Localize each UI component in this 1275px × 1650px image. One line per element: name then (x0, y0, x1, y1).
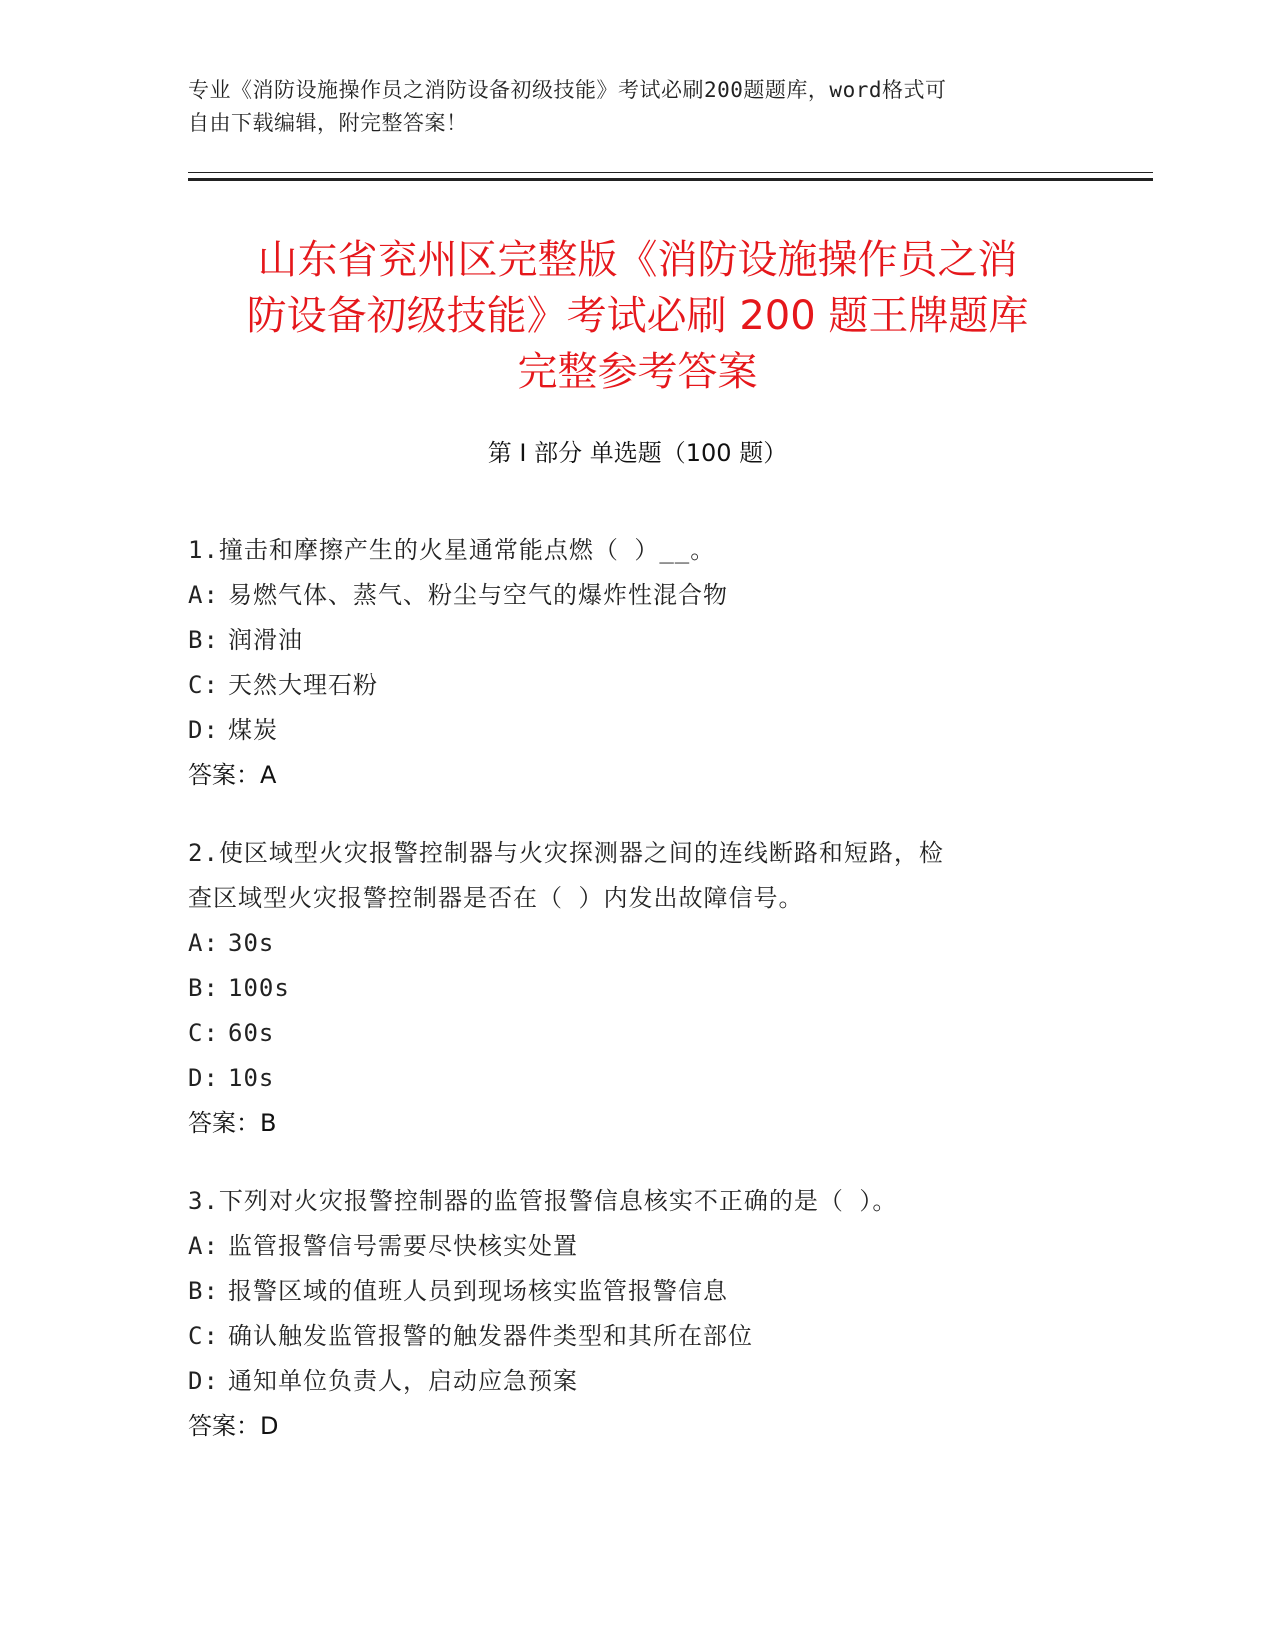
option-key: B: (188, 626, 219, 654)
option-key: A: (188, 581, 219, 609)
option-d (188, 1359, 1068, 1404)
option-c (188, 1314, 1068, 1359)
question-list (188, 528, 1068, 1482)
option-text: 确认触发监管报警的触发器件类型和其所在部位 (228, 1322, 753, 1350)
header-note-line-1: 专业《消防设施操作员之消防设备初级技能》考试必刷200题题库，word格式可 (188, 78, 947, 102)
option-key: B: (188, 974, 219, 1002)
option-b (188, 618, 1068, 663)
option-text: 报警区域的值班人员到现场核实监管报警信息 (228, 1277, 728, 1305)
option-d (188, 1056, 1068, 1101)
option-key: D: (188, 716, 219, 744)
document-title-line-3: 完整参考答案 (517, 349, 758, 395)
option-b (188, 1269, 1068, 1314)
document-title-line-2: 防设备初级技能》考试必刷 200 题王牌题库 (246, 293, 1029, 339)
option-text: 监管报警信号需要尽快核实处置 (228, 1232, 578, 1260)
question-3 (188, 1179, 1068, 1449)
option-key: C: (188, 1322, 219, 1350)
option-key: C: (188, 1019, 219, 1047)
option-d (188, 708, 1068, 753)
option-key: D: (188, 1064, 219, 1092)
answer: 答案：D (188, 1412, 279, 1440)
option-key: C: (188, 671, 219, 699)
header-note-line-2: 自由下载编辑，附完整答案！ (188, 111, 468, 135)
option-key: A: (188, 1232, 219, 1260)
question-stem: 3.下列对火灾报警控制器的监管报警信息核实不正确的是（ ）。 (188, 1187, 898, 1215)
option-c (188, 663, 1068, 708)
document-title-line-1: 山东省兖州区完整版《消防设施操作员之消 (257, 237, 1018, 283)
option-c (188, 1011, 1068, 1056)
question-2 (188, 831, 1068, 1146)
option-text: 30s (228, 929, 275, 957)
header-rule-thin (188, 172, 1153, 173)
question-1 (188, 528, 1068, 798)
option-text: 易燃气体、蒸气、粉尘与空气的爆炸性混合物 (228, 581, 728, 609)
option-b (188, 966, 1068, 1011)
question-stem-continued: 查区域型火灾报警控制器是否在（ ）内发出故障信号。 (188, 884, 804, 912)
question-stem: 2.使区域型火灾报警控制器与火灾探测器之间的连线断路和短路，检 (188, 839, 944, 867)
option-text: 煤炭 (228, 716, 278, 744)
option-key: B: (188, 1277, 219, 1305)
option-text: 天然大理石粉 (228, 671, 378, 699)
document-title (150, 232, 1125, 400)
option-text: 润滑油 (228, 626, 303, 654)
option-text: 10s (228, 1064, 275, 1092)
answer: 答案：B (188, 1109, 277, 1137)
option-a (188, 1224, 1068, 1269)
header-note (188, 74, 1068, 140)
option-key: A: (188, 929, 219, 957)
header-rule-thick (188, 178, 1153, 181)
option-text: 通知单位负责人，启动应急预案 (228, 1367, 578, 1395)
option-text: 100s (228, 974, 290, 1002)
option-a (188, 573, 1068, 618)
option-key: D: (188, 1367, 219, 1395)
option-text: 60s (228, 1019, 275, 1047)
answer: 答案：A (188, 761, 277, 789)
option-a (188, 921, 1068, 966)
question-stem: 1.撞击和摩擦产生的火星通常能点燃（ ）__。 (188, 536, 716, 564)
section-title: 第 I 部分 单选题（100 题） (487, 439, 788, 467)
